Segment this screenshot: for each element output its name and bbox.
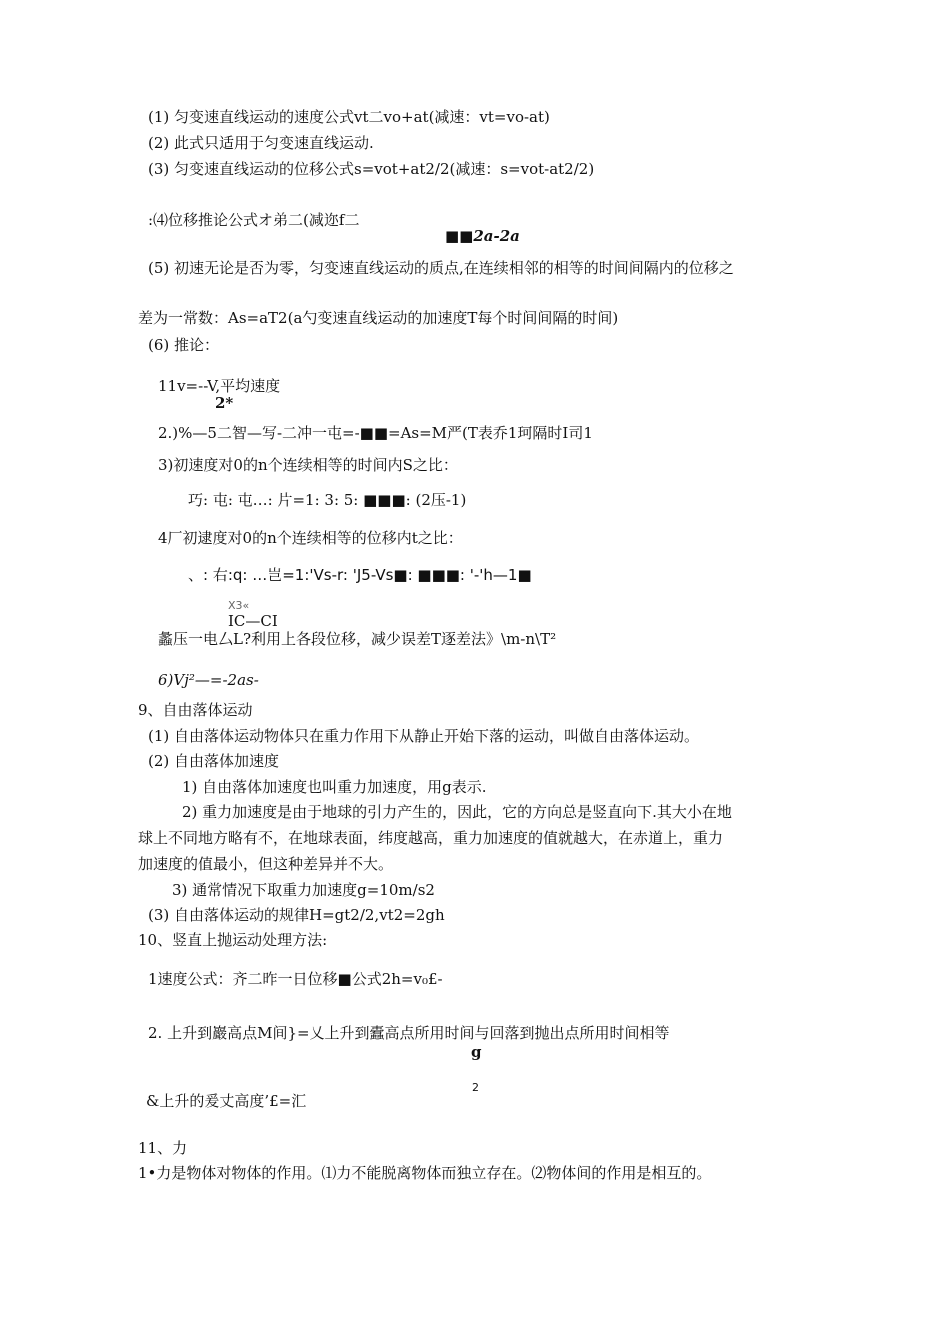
text-line: 蠡压一电厶L?利用上各段位移，减少误差T逐差法》\m-n\T² [158, 630, 557, 648]
text-line: 差为一常数：As=aT2(a勺变速直线运动的加速度T每个时间间隔的时间) [138, 309, 619, 327]
text-line: 11v=--V,平均速度 [158, 377, 281, 395]
text-line: 3)初速度对0的n个连续相等的时间内S之比： [158, 456, 458, 474]
text-line: 4厂初逮度对0的n个连续相等的位移内t之比： [158, 529, 463, 547]
text-line: (3) 匀变速直线运动的位移公式s=vot+at2/2(减速：s=vot-at2/2) [148, 160, 595, 178]
section-heading: 9、自由落体运动 [138, 701, 253, 719]
formula-fragment: g [471, 1043, 482, 1061]
text-line: (6) 推论： [148, 336, 220, 354]
text-fragment: IC—CI [228, 612, 278, 630]
text-line: 3) 通常情况下取重力加速度g=10m/s2 [172, 881, 435, 899]
text-line: (1) 自由落体运动物体只在重力作用下从静止开始下落的运动，叫做自由落体运动。 [148, 727, 700, 745]
text-line: (2) 自由落体加速度 [148, 752, 280, 770]
text-line: (3) 自由落体运动的规律H=gt2/2,vt2=2gh [148, 906, 445, 924]
section-heading: 10、竖直上抛运动处理方法: [138, 931, 328, 949]
formula-fragment: ■■2a-2a [445, 227, 520, 245]
formula-fragment: 2* [215, 394, 234, 412]
text-fragment: X3« [228, 599, 250, 612]
text-line: 2. 上升到巖高点M间}=乂上升到蠹高点所用时间与回落到抛出点所用时间相等 [148, 1024, 670, 1042]
text-line: 1速度公式：齐二昨一日位移■公式2h=v₀£- [148, 970, 443, 988]
text-line: 1•力是物体对物体的作用。⑴力不能脱离物体而独立存在。⑵物体间的作用是相互的。 [138, 1164, 712, 1182]
text-line: 2.)%—5二智—写-二冲一屯=-■■=As=M严(T表乔1珂隔时I司1 [158, 424, 593, 442]
text-line: (5) 初速无论是否为零，匀变速直线运动的质点,在连续相邻的相等的时间间隔内的位移之 [148, 259, 734, 277]
section-heading: 11、力 [138, 1139, 188, 1157]
text-line: 2) 重力加速度是由于地球的引力产生的，因此，它的方向总是竖直向下.其大小在地 [182, 803, 732, 821]
text-line: 加速度的值最小，但这种差异并不大。 [138, 855, 394, 873]
text-line: :⑷位移推论公式オ弟二(减迩f二 [148, 211, 360, 229]
text-line: (1) 匀变速直线运动的速度公式vt二vo+at(减速：vt=vo-at) [148, 108, 550, 126]
text-line: &上升的爰丈高度’£=汇 [146, 1092, 307, 1110]
text-line: 、: 右:q: …岂=1:'Vs-r: 'J5-Vs■: ■■■: '-'h—1■ [188, 566, 532, 584]
text-line: (2) 此式只适用于匀变速直线运动. [148, 134, 374, 152]
text-line: 巧: 屯: 屯…: 片=1: 3: 5: ■■■: (2压-1) [188, 491, 467, 509]
formula-fragment: 2 [472, 1081, 479, 1094]
text-line: 1) 自由落体加速度也叫重力加速度，用g表示. [182, 778, 487, 796]
text-line: 6)Vj²—=-2as- [158, 671, 259, 689]
text-line: 球上不同地方略有不，在地球表面，纬度越高，重力加速度的值就越大，在赤道上，重力 [138, 829, 724, 847]
